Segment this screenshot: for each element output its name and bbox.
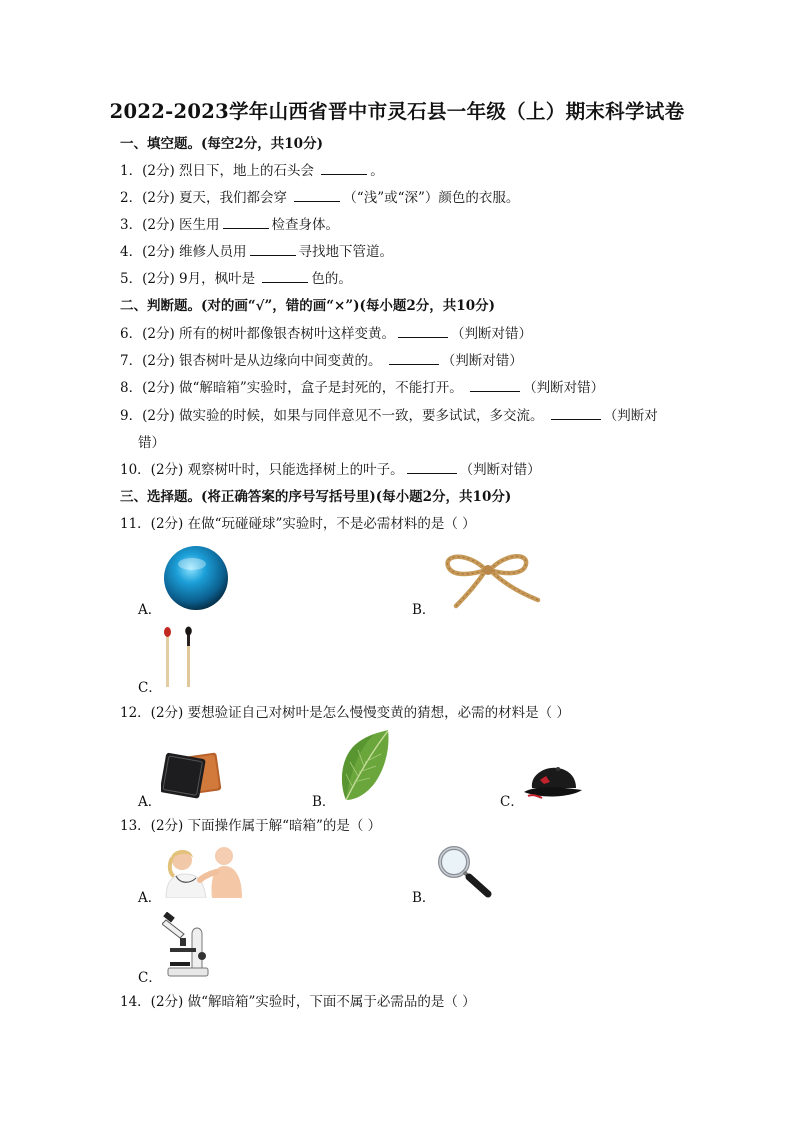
answer-blank[interactable] bbox=[398, 325, 448, 338]
question-3-tail: 检查身体。 bbox=[271, 217, 340, 233]
question-10-text: 10．(2分) 观察树叶时，只能选择树上的叶子。 bbox=[120, 462, 404, 478]
question-9 bbox=[120, 407, 658, 425]
question-7-tail: （判断对错） bbox=[441, 353, 523, 369]
option-b-label: B． bbox=[412, 602, 436, 618]
answer-blank[interactable] bbox=[470, 379, 520, 392]
question-5-tail: 色的。 bbox=[311, 271, 352, 287]
question-3 bbox=[120, 216, 339, 234]
question-9-continued: 错） bbox=[138, 435, 165, 451]
question-8-tail: （判断对错） bbox=[523, 380, 605, 396]
answer-blank[interactable] bbox=[294, 189, 340, 202]
wallet-icon bbox=[161, 748, 223, 800]
question-10 bbox=[120, 461, 541, 479]
question-10-tail: （判断对错） bbox=[459, 462, 541, 478]
question-12-text: 12．(2分) 要想验证自己对树叶是怎么慢慢变黄的猜想，必需的材料是（ ） bbox=[120, 705, 570, 721]
option-a-label: A． bbox=[138, 890, 162, 906]
answer-blank[interactable] bbox=[389, 352, 439, 365]
option-b-label: B． bbox=[412, 890, 436, 906]
question-4-tail: 寻找地下管道。 bbox=[298, 244, 394, 260]
question-2-text: 2．(2分) 夏天，我们都会穿 bbox=[120, 190, 292, 206]
answer-blank[interactable] bbox=[551, 407, 601, 420]
section-3-heading: 三、选择题。(将正确答案的序号写括号里)(每小题2分，共10分) bbox=[120, 489, 512, 505]
doctor-baby-icon bbox=[162, 844, 244, 898]
question-7 bbox=[120, 352, 523, 370]
question-6-text: 6．(2分) 所有的树叶都像银杏树叶这样变黄。 bbox=[120, 326, 396, 342]
question-8-text: 8．(2分) 做“解暗箱”实验时，盒子是封死的，不能打开。 bbox=[120, 380, 468, 396]
question-3-text: 3．(2分) 医生用 bbox=[120, 217, 220, 233]
question-5-text: 5．(2分) 9月，枫叶是 bbox=[120, 271, 260, 287]
question-4-text: 4．(2分) 维修人员用 bbox=[120, 244, 247, 260]
question-6 bbox=[120, 325, 532, 343]
question-1-tail: 。 bbox=[370, 163, 384, 179]
question-14-text: 14．(2分) 做“解暗箱”实验时，下面不属于必需品的是（ ） bbox=[120, 994, 476, 1010]
question-11-text: 11．(2分) 在做“玩碰碰球”实验时，不是必需材料的是（ ） bbox=[120, 516, 476, 532]
option-a-label: A． bbox=[138, 794, 162, 810]
question-5 bbox=[120, 270, 352, 288]
cap-icon bbox=[524, 766, 584, 802]
magnifier-icon bbox=[436, 844, 494, 898]
question-13-text: 13．(2分) 下面操作属于解“暗箱”的是（ ） bbox=[120, 818, 382, 834]
page-title: 2022-2023学年山西省晋中市灵石县一年级（上）期末科学试卷 bbox=[109, 100, 685, 123]
answer-blank[interactable] bbox=[223, 216, 269, 229]
leaf-icon bbox=[336, 730, 392, 804]
question-6-tail: （判断对错） bbox=[451, 326, 533, 342]
option-b-label: B． bbox=[312, 794, 336, 810]
answer-blank[interactable] bbox=[407, 461, 457, 474]
option-c-label: C． bbox=[138, 970, 162, 986]
section-2-heading: 二、判断题。(对的画“√”，错的画“×”)(每小题2分，共10分) bbox=[120, 298, 495, 314]
section-1-heading: 一、填空题。(每空2分，共10分) bbox=[120, 136, 323, 152]
answer-blank[interactable] bbox=[262, 270, 308, 283]
option-c-label: C． bbox=[500, 794, 524, 810]
question-2-tail: （“浅”或“深”）颜色的衣服。 bbox=[343, 190, 520, 206]
rope-bow-icon bbox=[438, 548, 542, 610]
option-a-label: A． bbox=[138, 602, 162, 618]
blue-ball-icon bbox=[162, 544, 230, 612]
answer-blank[interactable] bbox=[250, 243, 296, 256]
question-1 bbox=[120, 162, 384, 180]
question-8 bbox=[120, 379, 604, 397]
matches-icon bbox=[161, 626, 197, 688]
question-2 bbox=[120, 189, 519, 207]
answer-blank[interactable] bbox=[321, 162, 367, 175]
question-7-text: 7．(2分) 银杏树叶是从边缘向中间变黄的。 bbox=[120, 353, 386, 369]
microscope-icon bbox=[162, 912, 214, 978]
option-c-label: C． bbox=[138, 680, 162, 696]
question-4 bbox=[120, 243, 393, 261]
question-9-tail: （判断对 bbox=[603, 408, 658, 424]
question-9-text: 9．(2分) 做实验的时候，如果与同伴意见不一致，要多试试，多交流。 bbox=[120, 408, 548, 424]
question-1-text: 1．(2分) 烈日下，地上的石头会 bbox=[120, 163, 319, 179]
